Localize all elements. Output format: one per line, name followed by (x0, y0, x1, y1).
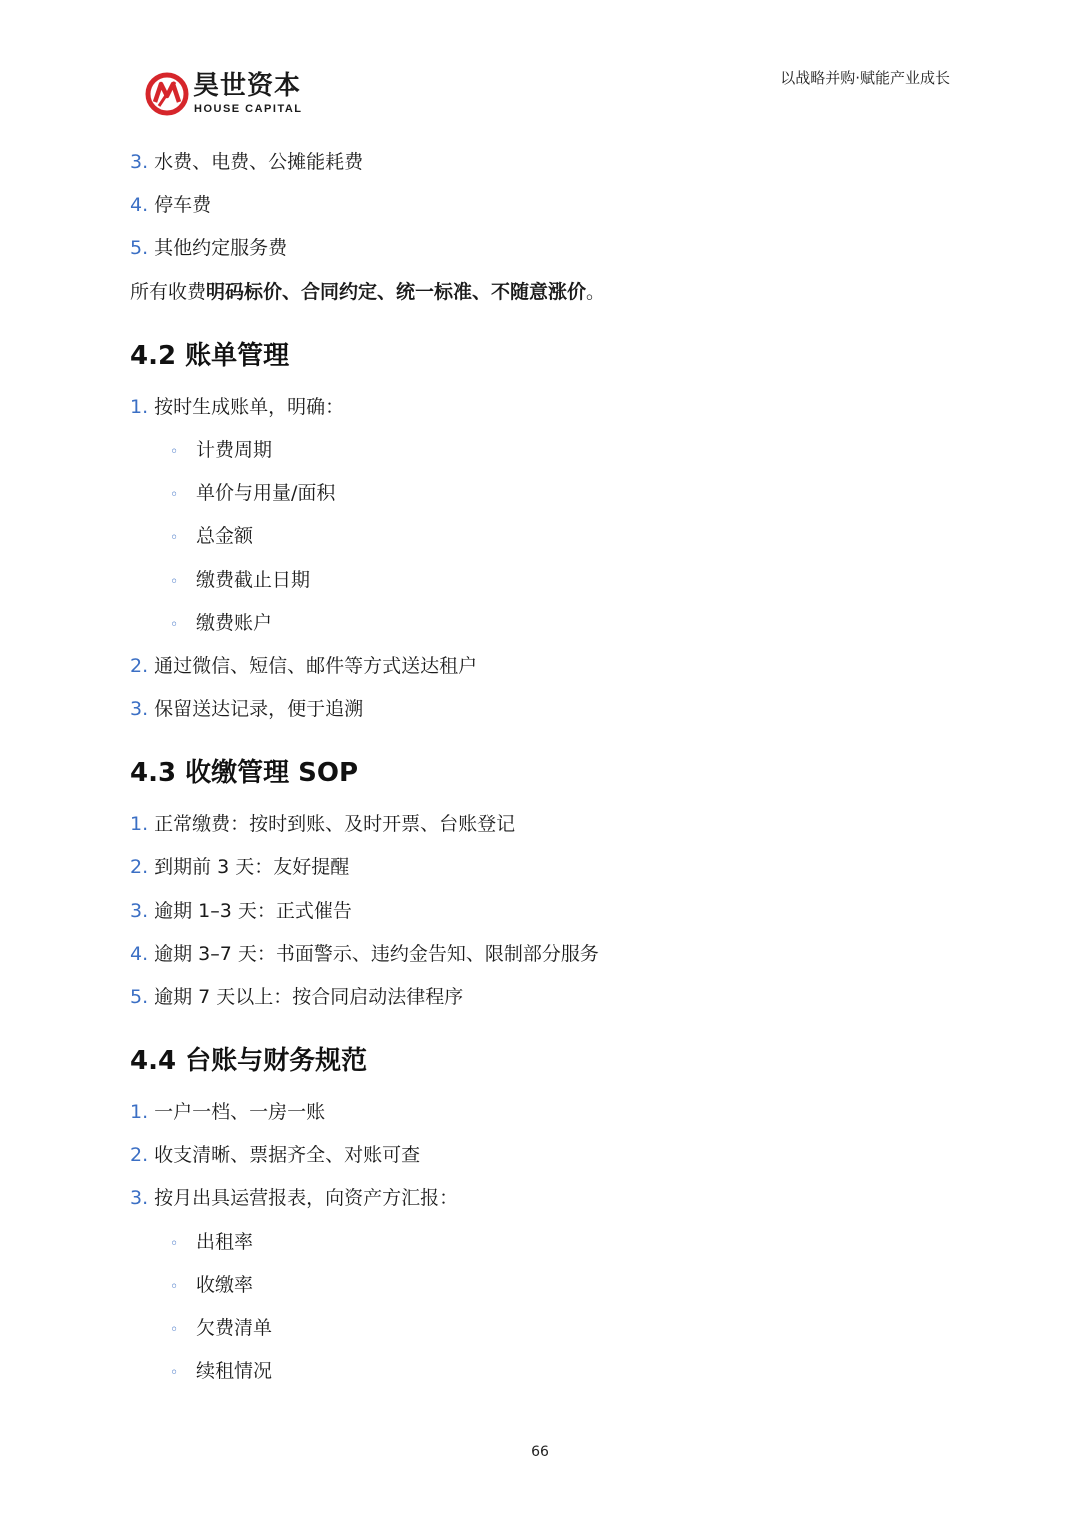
list-item: 2. 通过微信、短信、邮件等方式送达租户 (130, 655, 478, 677)
header-slogan: 以战略并购·赋能产业成长 (780, 69, 950, 87)
list-item: 1. 按时生成账单，明确： (130, 396, 345, 418)
list-item: 2. 到期前 3 天：友好提醒 (130, 856, 350, 878)
bullet-icon: ◦ (170, 1322, 179, 1338)
list-item: 5. 其他约定服务费 (130, 237, 288, 259)
principle-paragraph: 所有收费明码标价、合同约定、统一标准、不随意涨价。 (130, 281, 606, 303)
page-number: 66 (531, 1444, 549, 1460)
sub-list-item: ◦ 出租率 (170, 1230, 253, 1256)
list-item: 3. 保留送达记录，便于追溯 (130, 698, 364, 720)
list-item: 3. 按月出具运营报表，向资产方汇报： (130, 1187, 459, 1209)
section-heading-4-4: 4.4 台账与财务规范 (130, 1046, 368, 1076)
bullet-icon: ◦ (170, 1365, 179, 1381)
bullet-icon: ◦ (170, 487, 179, 503)
list-item: 3. 逾期 1–3 天：正式催告 (130, 900, 352, 922)
bullet-icon: ◦ (170, 444, 179, 460)
list-item: 2. 收支清晰、票据齐全、对账可查 (130, 1144, 421, 1166)
sub-list-item: ◦ 缴费截止日期 (170, 568, 310, 594)
bullet-icon: ◦ (170, 530, 179, 546)
sub-list-item: ◦ 欠费清单 (170, 1316, 272, 1342)
list-item: 1. 一户一档、一房一账 (130, 1101, 326, 1123)
sub-list-item: ◦ 单价与用量/面积 (170, 481, 335, 507)
bullet-icon: ◦ (170, 574, 179, 590)
company-logo (145, 70, 320, 120)
bullet-icon: ◦ (170, 1279, 179, 1295)
section-heading-4-3: 4.3 收缴管理 SOP (130, 758, 359, 788)
sub-list-item: ◦ 总金额 (170, 524, 253, 550)
list-item: 5. 逾期 7 天以上：按合同启动法律程序 (130, 986, 464, 1008)
sub-list-item: ◦ 缴费账户 (170, 611, 272, 637)
list-item: 4. 逾期 3–7 天：书面警示、违约金告知、限制部分服务 (130, 943, 599, 965)
bullet-icon: ◦ (170, 1236, 179, 1252)
sub-list-item: ◦ 续租情况 (170, 1359, 272, 1385)
house-capital-logo-icon (145, 72, 189, 116)
list-item: 3. 水费、电费、公摊能耗费 (130, 151, 364, 173)
bullet-icon: ◦ (170, 617, 179, 633)
logo-chinese-text: 昊世资本 (193, 71, 302, 101)
logo-english-text: HOUSE CAPITAL (194, 103, 303, 115)
list-item: 4. 停车费 (130, 194, 212, 216)
sub-list-item: ◦ 收缴率 (170, 1273, 253, 1299)
section-heading-4-2: 4.2 账单管理 (130, 341, 290, 371)
sub-list-item: ◦ 计费周期 (170, 438, 272, 464)
list-item: 1. 正常缴费：按时到账、及时开票、台账登记 (130, 813, 516, 835)
